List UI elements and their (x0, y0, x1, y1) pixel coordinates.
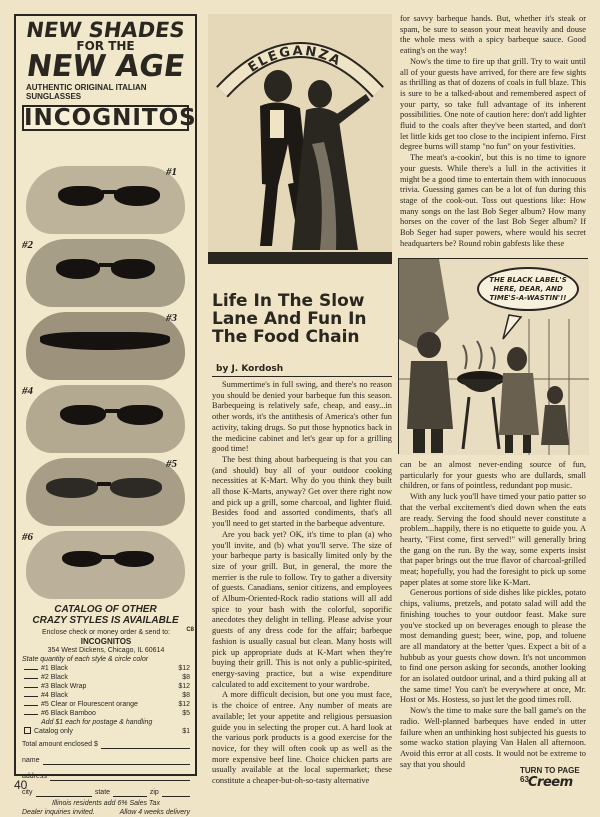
order-form (22, 627, 194, 817)
postage-note: Add $1 each for postage & handling (41, 719, 153, 726)
article-paragraph: Now's the time to make sure the ball game's on the radio. Well-planned barbeques have ended in utter failure when an unthinking host subjected his guests to some wacko station playing Van Halen all afternoon. Avoid this error at all costs. It would not be extreme to say that you should (400, 706, 586, 769)
sunglasses-lens-icon (56, 259, 100, 279)
article-paragraph: Summertime's in full swing, and there's no reason you should be denied your barbeque fun this season. Barbequeing is relatively safe, cheap, and easy...in other words, it's the antithesis of America's other fun activity, taking drugs. So put those hypnotics back in the medicine cabinet and let's gear up for a grilling good time! (212, 380, 392, 454)
order-item-row (22, 709, 190, 718)
order-item-price: $8 (182, 674, 190, 681)
state-label: state (94, 789, 111, 796)
order-item-row (22, 700, 190, 709)
catalog-line-2: CRAZY STYLES IS AVAILABLE (32, 615, 179, 626)
ad-headline-line1: NEW SHADES (24, 18, 187, 42)
company-name: INCOGNITOS (80, 637, 132, 646)
sunglasses-lens-icon (62, 551, 102, 567)
style-tag: #1 (166, 166, 177, 178)
article-paragraph: Now's the time to fire up that grill. Try to wait until all of your guests have arrived, for there are few sights as thrilling as that of dozens of coals in full blaze. This is sure to be a talked-about and remembered aspect of your party, so take full advantage of its inherent possibilities. One note of caution here: don't add lighter fluid to the coals after they've been started, and don't let little kids get too close to the incipient inferno. First degree burns will stamp "no fun" on your festivities. (400, 56, 586, 152)
sunglasses-lens-icon (46, 478, 98, 498)
sunglasses-lens-icon (58, 186, 104, 206)
model-photo-2 (16, 237, 195, 309)
order-item-label: #5 Clear or Flourescent orange (41, 701, 138, 708)
page-number: 40 (14, 778, 28, 792)
byline-divider (212, 376, 392, 377)
article-body-right-top (400, 14, 586, 256)
ad-headline-line2: FOR THE (76, 39, 135, 53)
style-tag: #4 (22, 385, 33, 397)
face-illustration (26, 531, 185, 599)
quantity-field[interactable] (24, 705, 38, 706)
catalog-checkbox[interactable] (24, 727, 31, 734)
wrap-sunglasses-icon (40, 332, 170, 350)
model-photo-6 (16, 529, 195, 601)
catalog-notice (16, 604, 195, 626)
order-item-label: #4 Black (41, 692, 68, 699)
article-headline: Life In The Slow Lane And Fun In The Food Chain (212, 291, 367, 347)
delivery-note: Allow 4 weeks delivery (119, 809, 190, 816)
quantity-field[interactable] (24, 696, 38, 697)
style-tag: #5 (166, 458, 177, 470)
eleganza-banner: ELEGANZA (245, 43, 345, 76)
order-item-label: #6 Black Bamboo (41, 710, 96, 717)
order-item-label: #2 Black (41, 674, 68, 681)
sunglasses-lens-icon (114, 186, 160, 206)
sunglasses-bridge-icon (97, 482, 111, 486)
address-field[interactable] (22, 772, 190, 781)
order-item-price: $12 (178, 665, 190, 672)
article-paragraph: Generous portions of side dishes like pickles, potato chips, valiums, pretzels, and potato salad will add the finishing touches to your outdoor feast. Make sure you've stocked up on beverages enough to please the most demanding guest; beer, wine, pop, and toluene are all mandatory at the better 'ques. Expect a bit of a hubbub as your guests chow down. It's not uncommon to find one person asking for seconds, another looking for an isolated outdoor urinal, and a third puking all at the same time! You can't be everywhere at once, Mr. Host or Ms. Hostess, so just let the good times roll. (400, 588, 586, 705)
order-instructions: State quantity of each style & circle color (22, 656, 149, 663)
barbeque-cartoon (398, 258, 588, 454)
corner-mark: C8 (186, 627, 194, 633)
enclose-instructions: Enclose check or money order & send to: (41, 629, 170, 636)
face-illustration (26, 385, 185, 453)
article-byline: by J. Kordosh (216, 364, 284, 374)
sunglasses-lens-icon (60, 405, 106, 425)
continued-jump-line: TURN TO PAGE 63 (520, 766, 580, 784)
order-item-price: $12 (178, 683, 190, 690)
quantity-field[interactable] (24, 678, 38, 679)
catalog-only-row (22, 727, 190, 736)
article-body-right-bottom (400, 460, 586, 769)
order-item-row (22, 691, 190, 700)
tax-note: Illinois residents add 6% Sales Tax (52, 800, 160, 807)
order-item-label: #1 Black (41, 665, 68, 672)
article-paragraph: The best thing about barbequeing is that you can (and should) buy all of your outdoor cooking necessities at K-Mart. Why do you think they built all those K-Marts, anyway? Get over there right now and pick up a grill, some charcoal, and lighter fluid. Besides food and assorted condiments, that's all you'll need to get started in the barbeque adventure. (212, 454, 392, 529)
style-tag: #2 (22, 239, 33, 251)
sunglasses-lens-icon (114, 551, 154, 567)
quantity-field[interactable] (24, 687, 38, 688)
order-item-label: #3 Black Wrap (41, 683, 87, 690)
model-photo-4 (16, 383, 195, 455)
name-label: name (22, 757, 40, 764)
dancing-couple-illustration (208, 14, 392, 264)
order-item-row (22, 664, 190, 673)
city-label: city (22, 789, 33, 796)
model-photo-1 (16, 164, 195, 236)
model-photos (16, 164, 195, 602)
face-illustration (26, 166, 185, 234)
name-field[interactable] (22, 756, 190, 765)
ad-brand-box: INCOGNITOS (24, 105, 197, 131)
quantity-field[interactable] (24, 714, 38, 715)
style-tag: #6 (22, 531, 33, 543)
article-body-middle (212, 380, 392, 786)
speech-bubble: THE BLACK LABEL'S HERE, DEAR, AND TIME'S-A-WASTIN'!! (477, 267, 579, 311)
face-illustration (26, 239, 185, 307)
order-item-row (22, 673, 190, 682)
quantity-field[interactable] (24, 669, 38, 670)
order-item-row (22, 682, 190, 691)
article-paragraph: for savvy barbeque hands. But, whether it's steak or spam, be sure to season your meat heavily and douse the whole mess with a spicy barbeque sauce. Good eating's on the way! (400, 14, 586, 56)
creem-logo: Creem (528, 775, 573, 790)
dealer-note: Dealer inquiries invited. (22, 809, 95, 816)
article-paragraph: With any luck you'll have timed your patio patter so that the verbal excitement's died down when the eats are ready. Serving the food should never constitute a problem...happily, there is no etiquette to guide you. A hearty, "First come, first served!" will generally bring the gang on the run. By the way, some experts insist that paper brings out the true flavor of charcoal-grilled meat; hopefully, you had the foresight to pick up some paper plates at some store like K-Mart. (400, 492, 586, 587)
address-label: address (22, 773, 47, 780)
zip-label: zip (149, 789, 159, 796)
article-paragraph: The meat's a-cookin', but this is no time to ignore your guests. While there's a lull in the activities it might be a good time to entertain them with innocuous trivia. Guessing games can be a lot of fun during this stage of the cook-out. Toss out questions like: How many songs on the last Bob Seger album? How many horses on the cover of the last Bob Seger album? If Bob Seger had super powers, where would his secret headquarters be? Round robin gabfests like these (400, 153, 586, 248)
catalog-only-price: $1 (182, 728, 190, 735)
company-address: 354 West Dickens, Chicago, IL 60614 (47, 647, 165, 654)
total-label: Total amount enclosed $ (22, 741, 98, 748)
ad-headline-line3: NEW AGE (24, 49, 187, 84)
model-photo-3 (16, 310, 195, 382)
total-field[interactable] (22, 740, 190, 749)
order-item-price: $12 (178, 701, 190, 708)
sunglasses-lens-icon (110, 478, 162, 498)
article-paragraph: Are you back yet? OK, it's time to plan (a) who you'll invite, and (b) what you'll serve. The size of your barbeque party is basically limited only by the size of your grill. But, in general, the more the merrier is the rule to follow. Try to gather a diversity of guests. Canadians, senior citizens, and employees of Album-Oriented-Rock radio stations will all add spice to your bash with the colorful, soporific anecdotes they delight in telling. Please advise your guests of any dress code for the affair; barbeque fashion is usually casual but clean. Many hosts will pick up appropriate duds at K-Mart when they're buying their grill. This is not only a public-spirited, energy-saving practice, but a wise expenditure calculated to add excitement to your wardrobe. (212, 529, 392, 689)
ad-tagline: AUTHENTIC ORIGINAL ITALIAN SUNGLASSES (26, 83, 147, 101)
order-item-price: $8 (182, 692, 190, 699)
catalog-only-label: Catalog only (34, 728, 73, 735)
model-photo-5 (16, 456, 195, 528)
sunglasses-lens-icon (111, 259, 155, 279)
ad-header (16, 16, 195, 131)
order-item-price: $5 (182, 710, 190, 717)
catalog-line-1: CATALOG OF OTHER (54, 604, 157, 615)
city-state-zip-field[interactable] (22, 788, 190, 797)
sunglasses-lens-icon (117, 405, 163, 425)
article-paragraph: can be an almost never-ending source of fun, particularly for your guests who are dullards, small children, or fans of pointless, redundant pop music. (400, 460, 586, 491)
article-paragraph: A more difficult decision, but one you must face, is the choice of entree. Any number of meats are available; let your appetite and religious persuasion guide you in selecting the proper cut. A hard look at the various pork products is a good exercise for the novice, for they will often cook up as well as the more expensive beef line. Choice chicken parts are usually available at the local supermarket; these constitute a cheaper-but-oh-so-tasty alternative (212, 690, 392, 786)
style-tag: #3 (166, 312, 177, 324)
sunglasses-bridge-icon (101, 555, 115, 559)
